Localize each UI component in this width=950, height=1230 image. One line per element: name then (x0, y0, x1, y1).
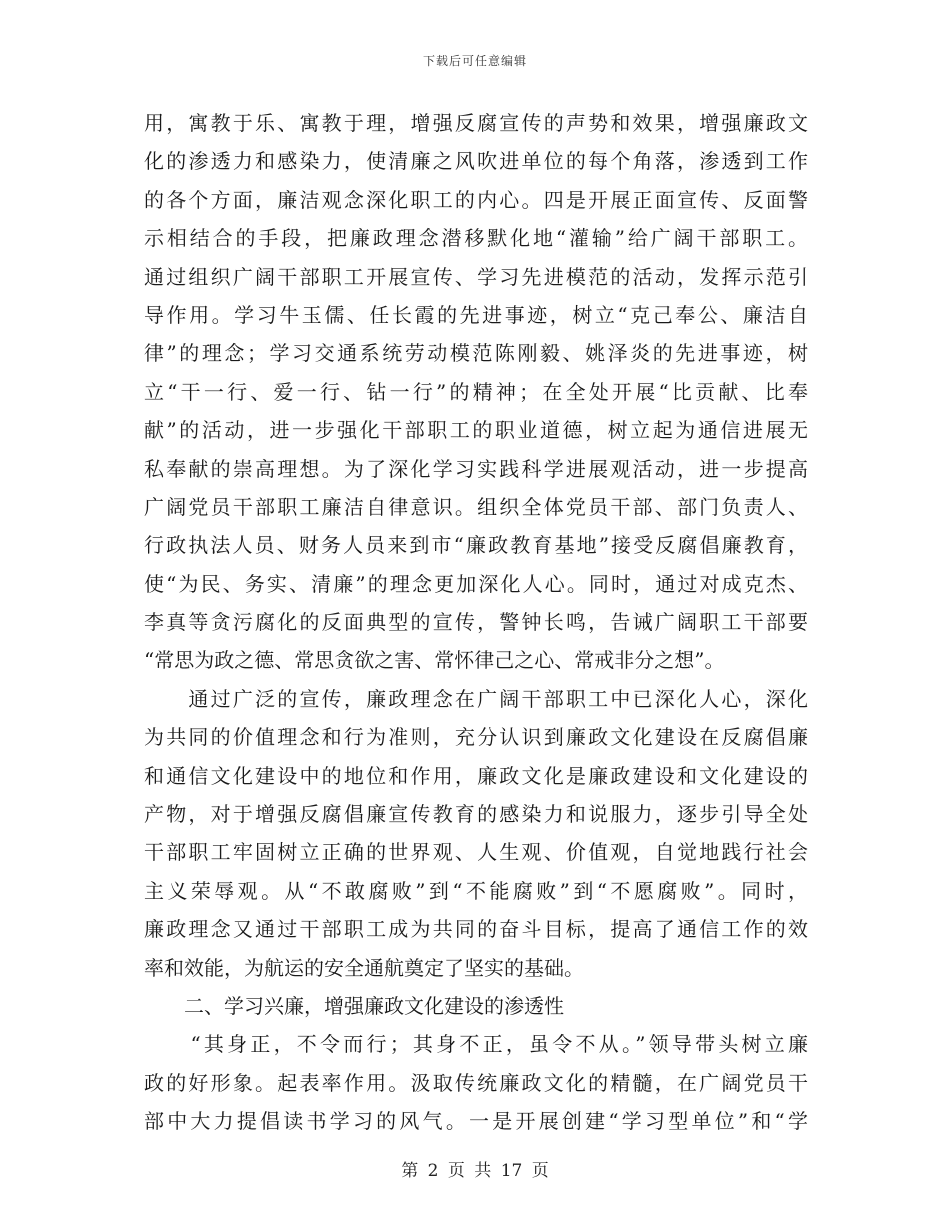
text-line: 通过广泛的宣传，廉政理念在广阔干部职工中已深化人心，深化 (144, 686, 808, 711)
text-line: 使“为民、务实、清廉”的理念更加深化人心。同时，通过对成克杰、 (144, 571, 808, 596)
text-line: 率和效能，为航运的安全通航奠定了坚实的基础。 (144, 955, 584, 980)
text-line: 用，寓教于乐、寓教于理，增强反腐宣传的声势和效果，增强廉政文 (144, 111, 808, 135)
text-line: 主义荣辱观。从“不敢腐败”到“不能腐败”到“不愿腐败”。同时， (144, 878, 808, 903)
text-line: 律”的理念；学习交通系统劳动模范陈刚毅、姚泽炎的先进事迹，树 (144, 341, 808, 366)
page-number: 第 2 页 共 17 页 (401, 1161, 549, 1181)
text-line: “常思为政之德、常思贪欲之害、常怀律己之心、常戒非分之想”。 (144, 648, 725, 673)
text-line: 产物，对于增强反腐倡廉宣传教育的感染力和说服力，逐步引导全处 (144, 802, 808, 827)
text-line: 干部职工牢固树立正确的世界观、人生观、价值观，自觉地践行社会 (144, 840, 808, 865)
text-line: 政的好形象。起表率作用。汲取传统廉政文化的精髓，在广阔党员干 (144, 1070, 808, 1095)
text-line: 化的渗透力和感染力，使清廉之风吹进单位的每个角落，渗透到工作 (144, 149, 808, 174)
text-line: 立“干一行、爱一行、钻一行”的精神；在全处开展“比贡献、比奉 (144, 379, 808, 404)
text-line: 通过组织广阔干部职工开展宣传、学习先进模范的活动，发挥示范引 (144, 264, 808, 289)
text-line: 的各个方面，廉洁观念深化职工的内心。四是开展正面宣传、反面警 (144, 187, 808, 212)
text-line: 李真等贪污腐化的反面典型的宣传，警钟长鸣，告诫广阔职工干部要 (144, 610, 808, 635)
text-line: 廉政理念又通过干部职工成为共同的奋斗目标，提高了通信工作的效 (144, 917, 808, 942)
text-line: 部中大力提倡读书学习的风气。一是开展创建“学习型单位”和“学 (144, 1109, 808, 1134)
text-line: 私奉献的崇高理想。为了深化学习实践科学进展观活动，进一步提高 (144, 456, 808, 481)
text-line: 导作用。学习牛玉儒、任长霞的先进事迹，树立“克己奉公、廉洁自 (144, 302, 808, 327)
section-heading: 二、学习兴廉，增强廉政文化建设的渗透性 (144, 993, 564, 1018)
document-body (144, 104, 808, 1141)
text-line: 示相结合的手段，把廉政理念潜移默化地“灌输”给广阔干部职工。 (144, 226, 808, 251)
text-line: “其身正，不令而行；其身不正，虽令不从。”领导带头树立廉 (144, 1032, 808, 1057)
text-line: 和通信文化建设中的地位和作用，廉政文化是廉政建设和文化建设的 (144, 763, 808, 788)
text-line: 广阔党员干部职工廉洁自律意识。组织全体党员干部、部门负责人、 (144, 494, 808, 519)
text-line: 为共同的价值理念和行为准则，充分认识到廉政文化建设在反腐倡廉 (144, 725, 808, 750)
text-line: 献”的活动，进一步强化干部职工的职业道德，树立起为通信进展无 (144, 418, 808, 443)
text-line: 行政执法人员、财务人员来到市“廉政教育基地”接受反腐倡廉教育， (144, 533, 808, 558)
page-header-note: 下载后可任意编辑 (422, 54, 527, 68)
